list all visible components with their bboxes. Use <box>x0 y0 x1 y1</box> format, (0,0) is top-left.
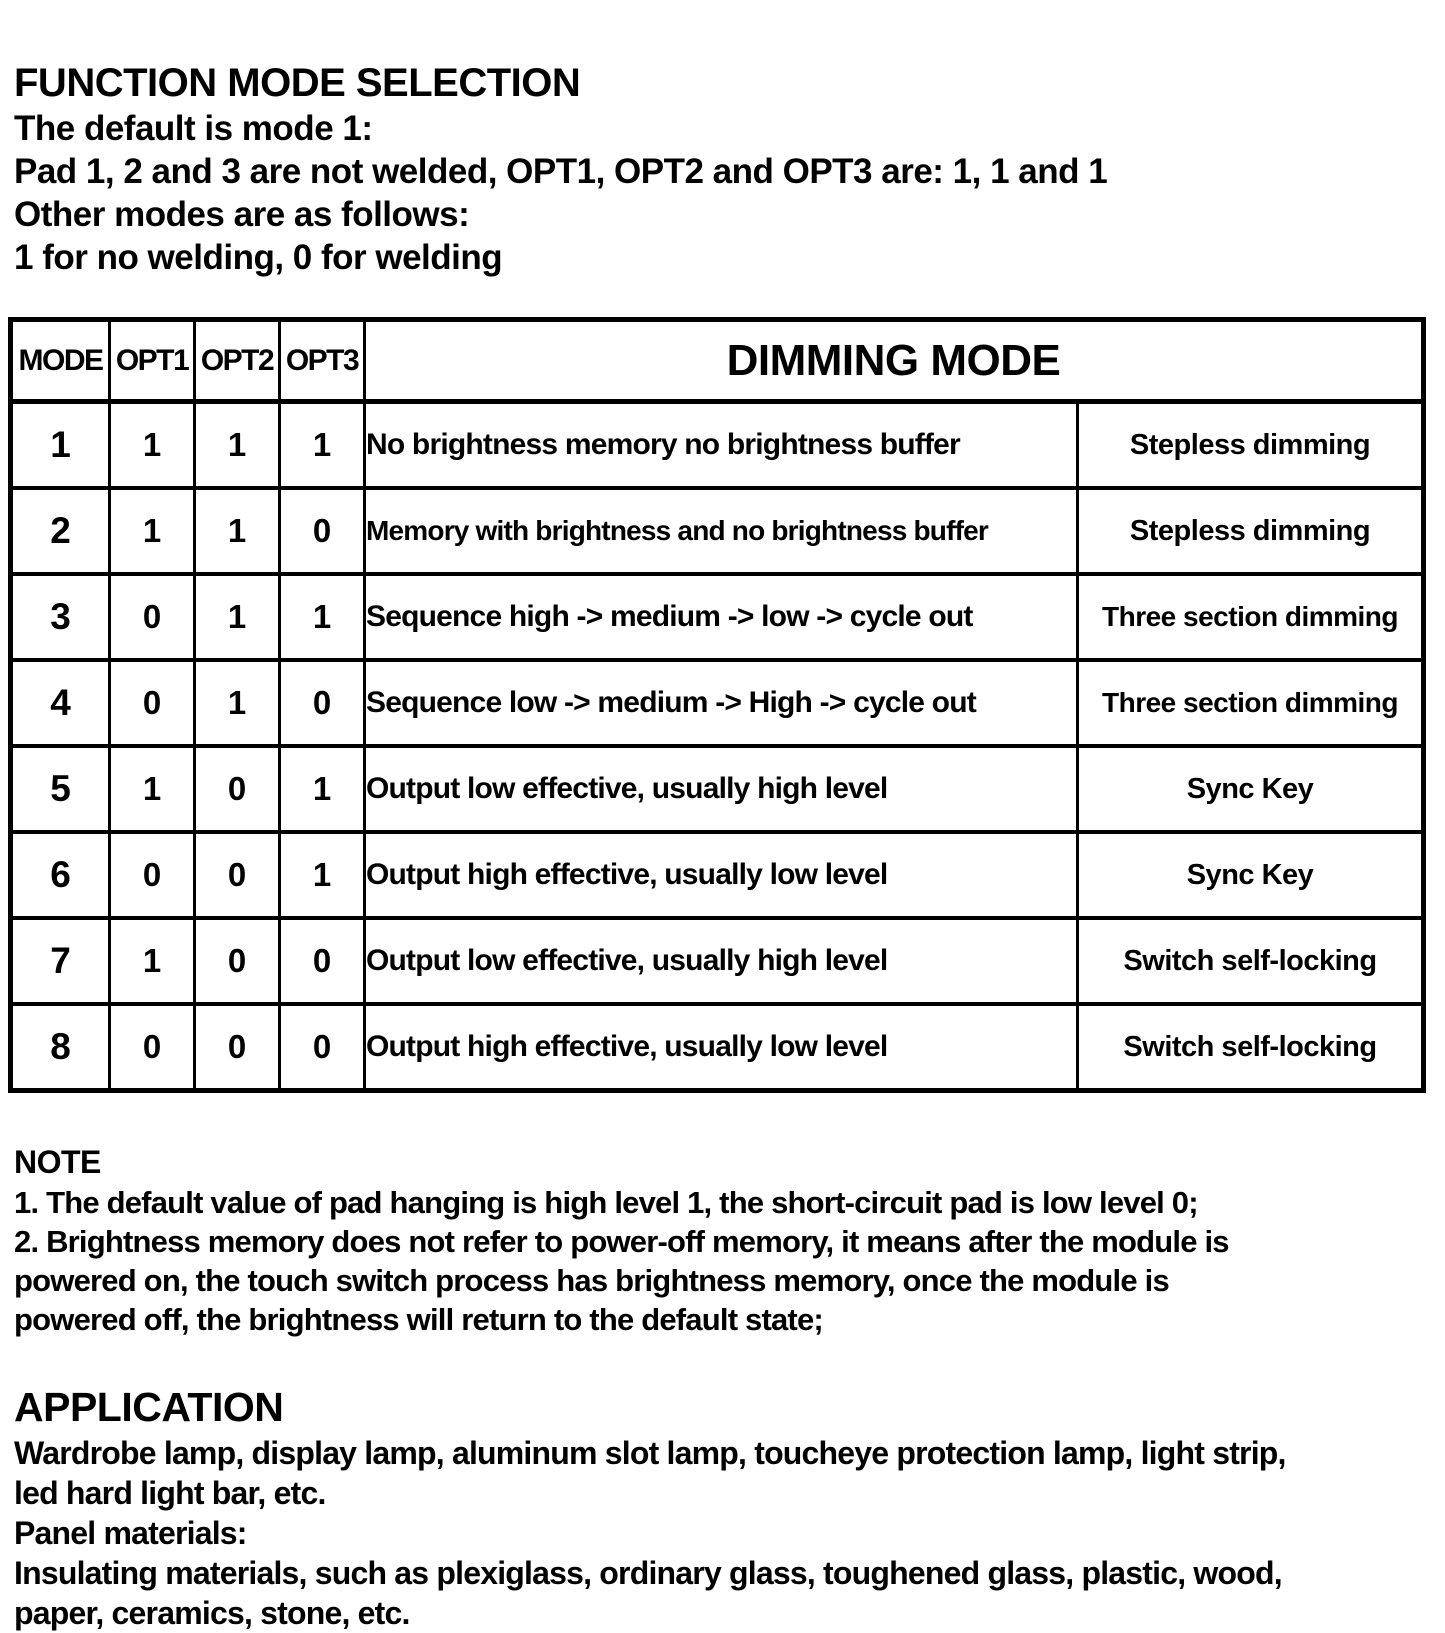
opt1-cell: 1 <box>110 746 195 832</box>
application-line: Insulating materials, such as plexiglass, ordinary glass, toughened glass, plastic, wood, <box>14 1555 1282 1591</box>
opt3-cell: 0 <box>280 918 365 1004</box>
opt3-cell: 1 <box>280 402 365 489</box>
opt1-cell: 1 <box>110 402 195 489</box>
opt3-cell: 0 <box>280 1004 365 1091</box>
column-header-opt3: OPT3 <box>280 320 365 402</box>
function-mode-table <box>8 317 1426 1093</box>
note-line: powered on, the touch switch process has brightness memory, once the module is <box>14 1263 1169 1298</box>
opt2-cell: 0 <box>195 746 280 832</box>
dimming-type-cell: Stepless dimming <box>1078 488 1424 574</box>
intro-line: The default is mode 1: <box>14 109 373 148</box>
dimming-type-cell: Sync Key <box>1078 746 1424 832</box>
intro-line: Pad 1, 2 and 3 are not welded, OPT1, OPT2 and OPT3 are: 1, 1 and 1 <box>14 152 1108 191</box>
table-row <box>11 660 1424 746</box>
column-header-mode: MODE <box>11 320 110 402</box>
table-header-row <box>11 320 1424 402</box>
mode-cell: 8 <box>11 1004 110 1091</box>
description-cell: Output low effective, usually high level <box>365 746 1078 832</box>
description-cell: Sequence high -> medium -> low -> cycle out <box>365 574 1078 660</box>
dimming-type-cell: Switch self-locking <box>1078 1004 1424 1091</box>
mode-cell: 2 <box>11 488 110 574</box>
opt2-cell: 1 <box>195 660 280 746</box>
note-section <box>14 1141 1445 1339</box>
opt3-cell: 0 <box>280 660 365 746</box>
dimming-type-cell: Stepless dimming <box>1078 402 1424 489</box>
opt1-cell: 0 <box>110 1004 195 1091</box>
mode-cell: 1 <box>11 402 110 489</box>
opt1-cell: 0 <box>110 660 195 746</box>
intro-line: 1 for no welding, 0 for welding <box>14 238 503 277</box>
opt2-cell: 1 <box>195 574 280 660</box>
opt1-cell: 0 <box>110 832 195 918</box>
opt2-cell: 0 <box>195 918 280 1004</box>
table-row <box>11 1004 1424 1091</box>
note-line: powered off, the brightness will return to the default state; <box>14 1302 823 1337</box>
application-line: Wardrobe lamp, display lamp, aluminum slot lamp, toucheye protection lamp, light strip, <box>14 1435 1286 1471</box>
mode-cell: 4 <box>11 660 110 746</box>
opt2-cell: 1 <box>195 402 280 489</box>
table-row <box>11 488 1424 574</box>
column-header-opt2: OPT2 <box>195 320 280 402</box>
opt2-cell: 0 <box>195 1004 280 1091</box>
mode-cell: 7 <box>11 918 110 1004</box>
opt3-cell: 1 <box>280 574 365 660</box>
application-line: Panel materials: <box>14 1515 247 1551</box>
dimming-type-cell: Sync Key <box>1078 832 1424 918</box>
note-line: 1. The default value of pad hanging is high level 1, the short-circuit pad is low level 0; <box>14 1185 1198 1220</box>
application-section <box>10 1381 1445 1633</box>
intro-text-block <box>0 107 1445 279</box>
opt3-cell: 1 <box>280 832 365 918</box>
note-line: 2. Brightness memory does not refer to power-off memory, it means after the module is <box>14 1224 1229 1259</box>
description-cell: Output high effective, usually low level <box>365 832 1078 918</box>
description-cell: Sequence low -> medium -> High -> cycle out <box>365 660 1078 746</box>
table-row <box>11 832 1424 918</box>
table-row <box>11 402 1424 489</box>
description-cell: Memory with brightness and no brightness buffer <box>365 488 1078 574</box>
mode-cell: 5 <box>11 746 110 832</box>
application-line: led hard light bar, etc. <box>14 1475 326 1511</box>
opt1-cell: 0 <box>110 574 195 660</box>
dimming-type-cell: Three section dimming <box>1078 660 1424 746</box>
column-header-dimming-mode: DIMMING MODE <box>365 320 1424 402</box>
dimming-type-cell: Switch self-locking <box>1078 918 1424 1004</box>
intro-line: Other modes are as follows: <box>14 195 470 234</box>
table-row <box>11 746 1424 832</box>
description-cell: No brightness memory no brightness buffer <box>365 402 1078 489</box>
mode-cell: 6 <box>11 832 110 918</box>
application-heading: APPLICATION <box>14 1384 284 1430</box>
opt3-cell: 0 <box>280 488 365 574</box>
mode-cell: 3 <box>11 574 110 660</box>
application-line: paper, ceramics, stone, etc. <box>14 1595 410 1631</box>
opt1-cell: 1 <box>110 918 195 1004</box>
opt2-cell: 1 <box>195 488 280 574</box>
dimming-type-cell: Three section dimming <box>1078 574 1424 660</box>
description-cell: Output low effective, usually high level <box>365 918 1078 1004</box>
section-title-function-mode-selection: FUNCTION MODE SELECTION <box>14 61 581 105</box>
description-cell: Output high effective, usually low level <box>365 1004 1078 1091</box>
table-row <box>11 918 1424 1004</box>
opt1-cell: 1 <box>110 488 195 574</box>
column-header-opt1: OPT1 <box>110 320 195 402</box>
note-heading: NOTE <box>14 1144 101 1180</box>
table-row <box>11 574 1424 660</box>
opt3-cell: 1 <box>280 746 365 832</box>
opt2-cell: 0 <box>195 832 280 918</box>
